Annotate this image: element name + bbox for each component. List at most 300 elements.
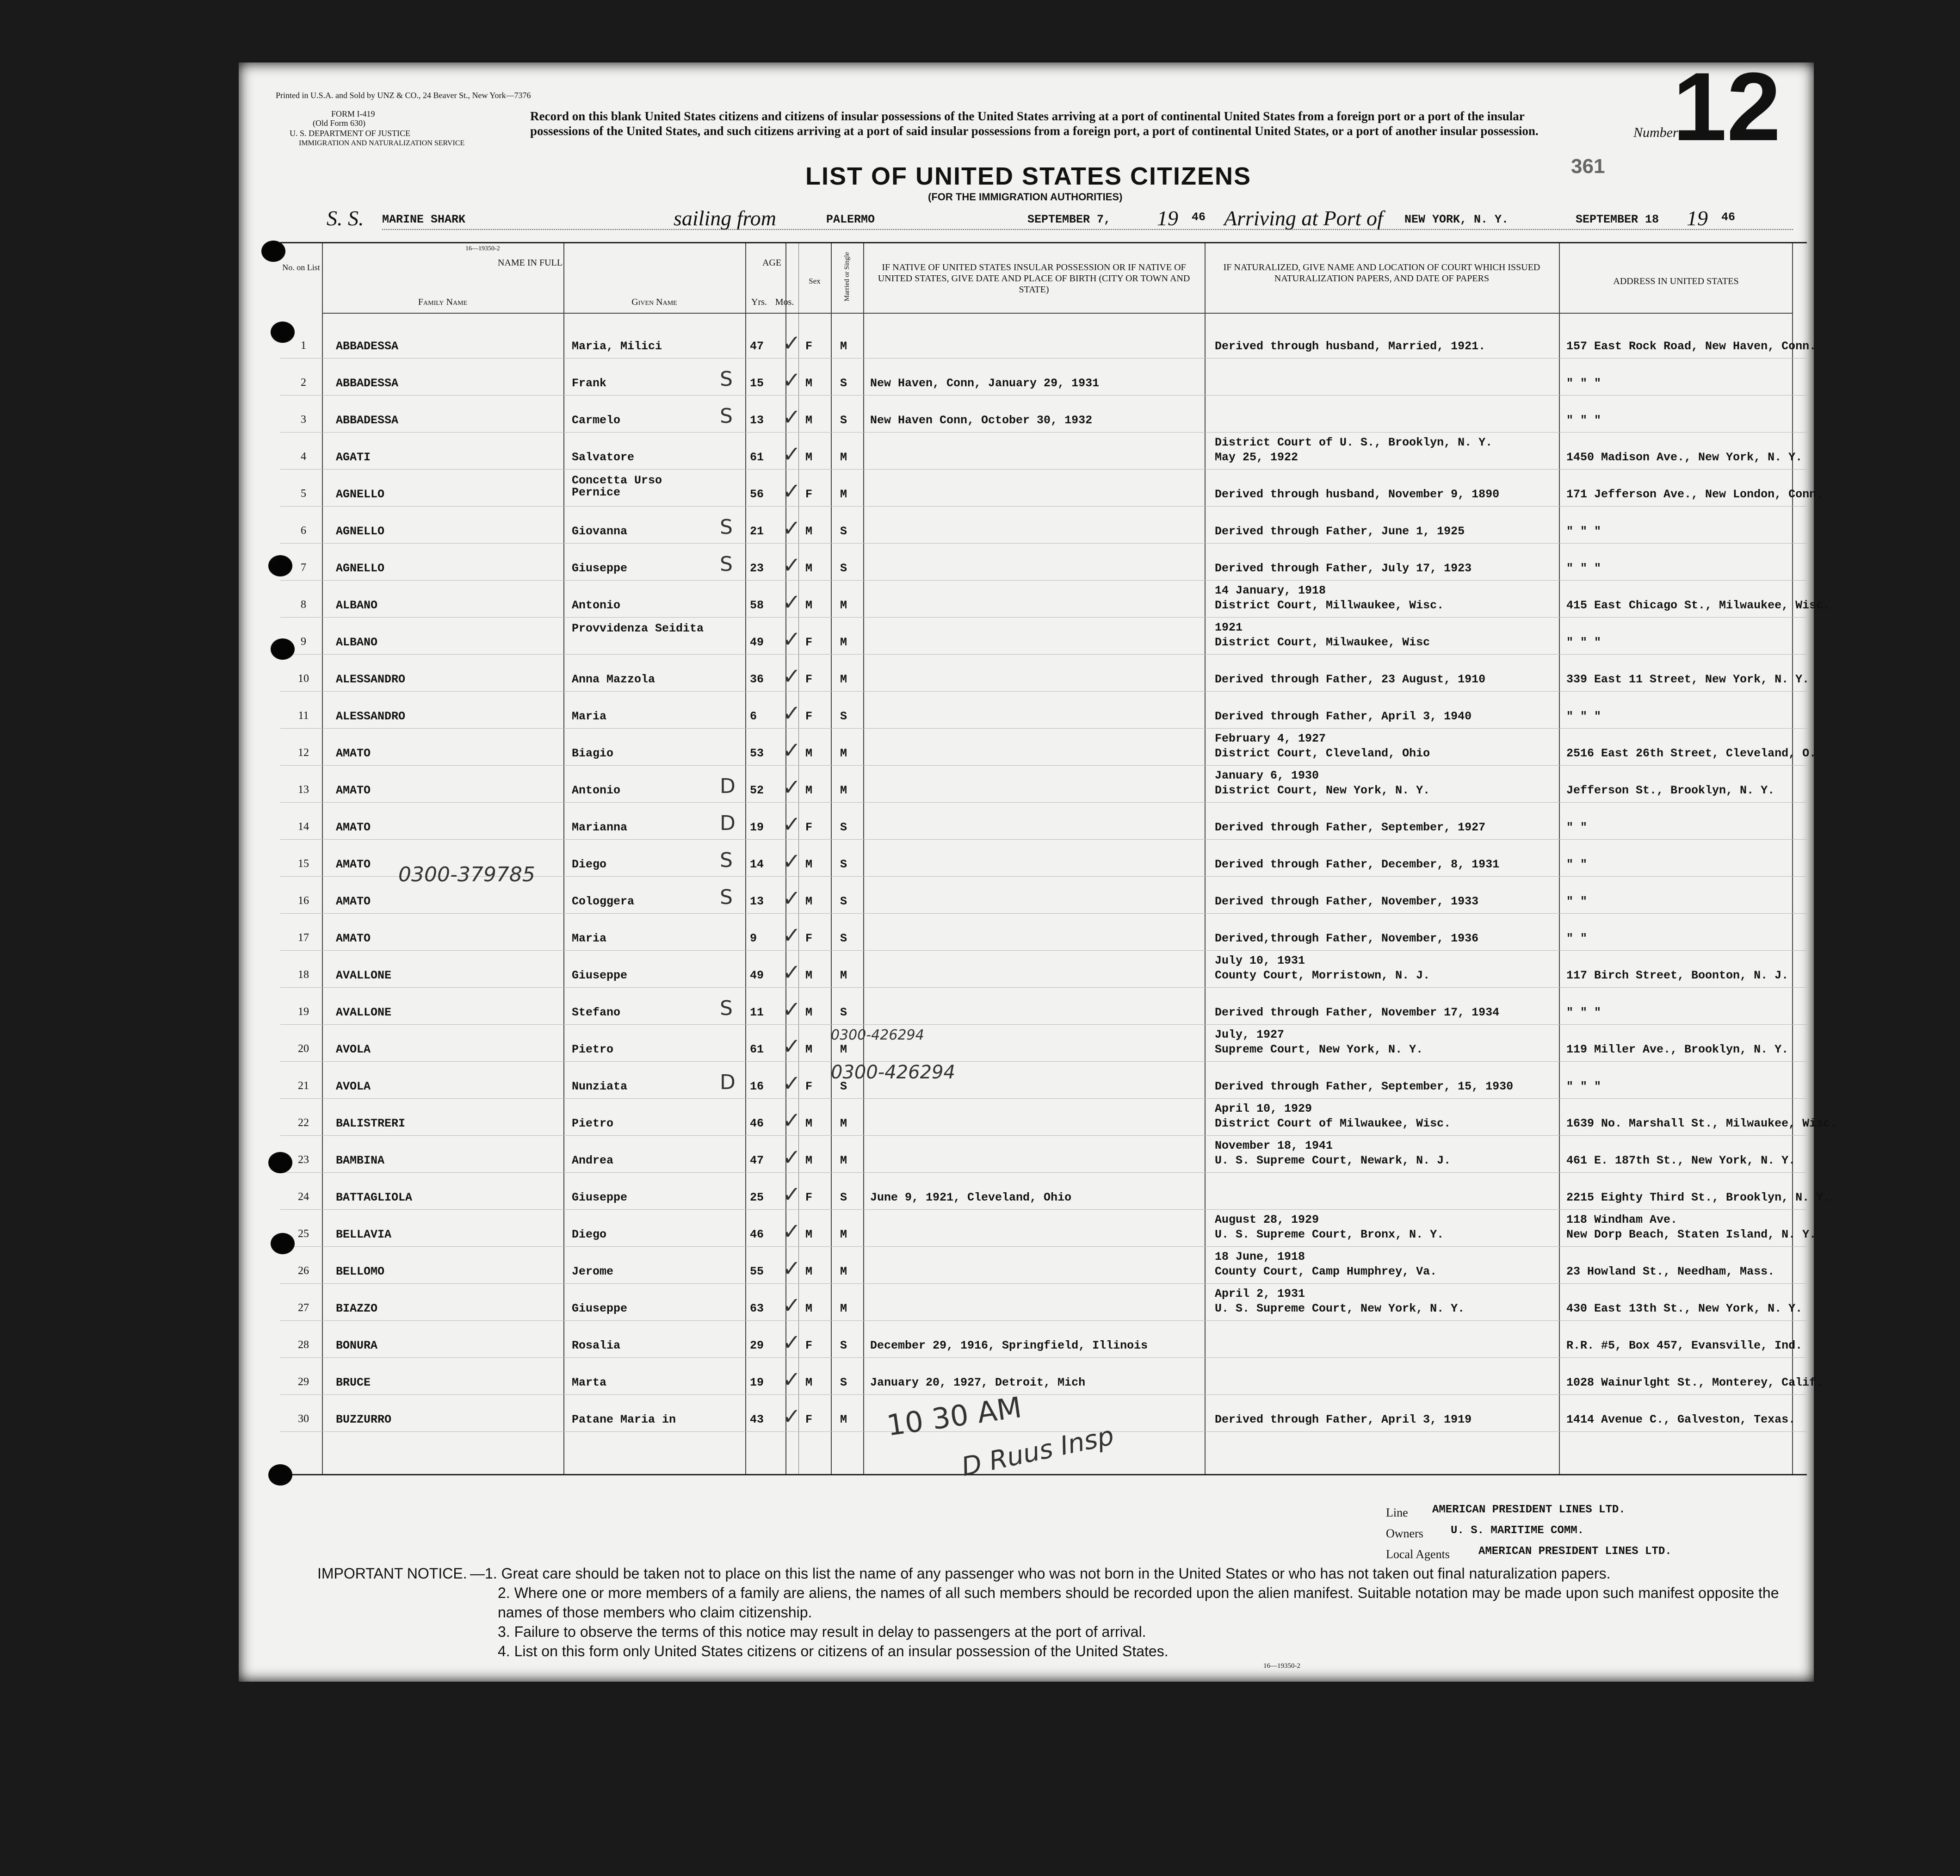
address: 430 East 13th St., New York, N. Y. [1566,1302,1803,1315]
table-row [280,1284,1807,1321]
table-row [280,1210,1817,1247]
marital-status: M [840,784,847,797]
ship-name: MARINE SHARK [382,213,466,226]
given-name: Pietro [572,1043,614,1056]
punch-hole [271,1233,295,1254]
given-name: Frank [572,377,607,390]
age: 11 [750,1006,764,1019]
marital-status: M [840,673,847,686]
naturalization: Supreme Court, New York, N. Y. [1215,1043,1423,1056]
punch-hole [271,638,295,660]
row-number: 2 [301,377,306,389]
naturalization: Derived through Father, December, 8, 1931 [1215,858,1500,871]
age: 61 [750,1043,764,1056]
table-row [280,1173,1830,1210]
family-name: AGNELLO [336,525,385,538]
table-row [280,729,1817,766]
service: IMMIGRATION AND NATURALIZATION SERVICE [299,139,465,147]
naturalization: U. S. Supreme Court, Newark, N. J. [1215,1154,1451,1167]
age: 13 [750,414,764,427]
address: " " " [1566,636,1601,649]
row-number: 4 [301,451,306,463]
age: 56 [750,488,764,501]
given-name: Maria, Milici [572,340,662,353]
given-name: Diego [572,858,607,871]
row-number: 22 [298,1117,309,1129]
handwritten-mark: S [720,848,733,872]
sex: F [805,932,813,945]
family-name: AMATO [336,895,371,908]
age: 52 [750,784,764,797]
marital-status: M [840,599,847,612]
family-name: ALESSANDRO [336,710,406,723]
departure-year: 46 [1192,211,1206,224]
col-no-on-list: No. on List [282,263,320,272]
col-address: ADDRESS IN UNITED STATES [1613,276,1739,286]
family-name: AMATO [336,747,371,760]
row-number: 24 [298,1191,309,1203]
check-mark-icon: ✓ [782,997,801,1022]
age: 47 [750,1154,764,1167]
marital-status: M [840,488,847,501]
table-row [280,1395,1807,1432]
row-number: 10 [298,673,309,685]
address: " " [1566,895,1588,908]
punch-hole [268,1464,292,1486]
naturalization-date: August 28, 1929 [1215,1213,1319,1226]
check-mark-icon: ✓ [782,626,801,652]
given-name: Antonio [572,599,621,612]
check-mark-icon: ✓ [782,1367,801,1393]
instruction-text: Record on this blank United States citizens and citizens of insular possessions of the United States arriving at a port of continental United States from a foreign port or a port of the insular possessions of the United States, and such citizens arriving at a port of said insular possessions from a foreign port, a port of continental United States, or a port of another insular possession. [530,109,1539,138]
given-name: Provvidenza Seidita [572,622,704,635]
row-number: 3 [301,414,306,426]
family-name: ALBANO [336,636,378,649]
marital-status: M [840,340,847,353]
marital-status: S [840,1376,847,1389]
row-number: 11 [298,710,309,722]
table-row [280,692,1807,729]
check-mark-icon: ✓ [782,700,801,726]
naturalization: Derived through Father, November, 1933 [1215,895,1479,908]
family-name: AGNELLO [336,488,385,501]
age: 6 [750,710,757,723]
given-name: Maria [572,932,607,945]
address-line-1: 118 Windham Ave. [1566,1213,1678,1226]
marital-status: S [840,858,847,871]
sheet-number: 12 [1673,52,1781,161]
table-row [280,1321,1807,1358]
check-mark-icon: ✓ [782,960,801,985]
manifest-page [239,52,1837,1682]
naturalization: U. S. Supreme Court, Bronx, N. Y. [1215,1228,1444,1241]
given-name: Antonio [572,784,621,797]
marital-status: M [840,1117,847,1130]
check-mark-icon: ✓ [782,552,801,578]
owners-value: U. S. MARITIME COMM. [1451,1524,1584,1537]
line-label: Line [1386,1506,1408,1519]
naturalization-date: 1921 [1215,621,1243,634]
check-mark-icon: ✓ [782,441,801,467]
age: 19 [750,1376,764,1389]
given-name: Marianna [572,821,628,834]
marital-status: S [840,821,847,834]
naturalization-date: 14 January, 1918 [1215,584,1326,597]
age: 19 [750,821,764,834]
table-row [280,1136,1807,1173]
age: 55 [750,1265,764,1278]
sex: M [805,562,813,575]
address: 1028 Wainurlght St., Monterey, Calif. [1566,1376,1824,1389]
check-mark-icon: ✓ [782,737,801,763]
check-mark-icon: ✓ [782,1034,801,1059]
row-number: 1 [301,340,306,352]
family-name: AGATI [336,451,371,464]
birthplace: New Haven Conn, October 30, 1932 [870,414,1093,427]
marital-status: M [840,636,847,649]
printer-line: Printed in U.S.A. and Sold by UNZ & CO., 24 Beaver St., New York—7376 [276,91,531,100]
sex: M [805,1154,813,1167]
check-mark-icon: ✓ [782,330,801,356]
naturalization: Derived through Father, April 3, 1940 [1215,710,1472,723]
sex: F [805,1080,813,1093]
handwritten-mark: D [720,1071,736,1094]
naturalization-date: July, 1927 [1215,1028,1285,1041]
sex: F [805,1339,813,1352]
marital-status: S [840,1339,847,1352]
row-number: 14 [298,821,309,833]
age: 49 [750,636,764,649]
check-mark-icon: ✓ [782,589,801,615]
age: 58 [750,599,764,612]
table-row [280,396,1807,433]
handwritten-row21-number: 0300-426294 [831,1062,955,1083]
table-row [280,1099,1837,1136]
handwritten-mark: S [720,552,733,576]
marital-status: M [840,1265,847,1278]
punch-hole [271,322,295,343]
given-name: Biagio [572,747,614,760]
address: 461 E. 187th St., New York, N. Y. [1566,1154,1796,1167]
ss-label: S. S. [327,206,364,230]
table-row [280,470,1824,507]
marital-status: M [840,451,847,464]
handwritten-mark: D [720,811,736,835]
address: Jefferson St., Brooklyn, N. Y. [1566,784,1775,797]
number-label: Number [1633,125,1678,140]
row-number: 25 [298,1228,309,1240]
naturalization-date: April 2, 1931 [1215,1287,1305,1300]
check-mark-icon: ✓ [782,1145,801,1170]
row-number: 21 [298,1080,309,1092]
given-name: Salvatore [572,451,635,464]
sex: F [805,1191,813,1204]
department: U. S. DEPARTMENT OF JUSTICE [290,129,410,138]
naturalization: Derived through Father, September, 1927 [1215,821,1486,834]
family-name: ABBADESSA [336,340,399,353]
address: 339 East 11 Street, New York, N. Y. [1566,673,1810,686]
sex: M [805,525,813,538]
agents-label: Local Agents [1386,1548,1450,1561]
birthplace: January 20, 1927, Detroit, Mich [870,1376,1086,1389]
row-number: 7 [301,562,306,574]
departure-year-prefix: 19 [1157,206,1178,230]
family-name: AMATO [336,784,371,797]
sex: F [805,821,813,834]
col-yrs: Yrs. [751,297,767,307]
given-name: Giovanna [572,525,628,538]
naturalization: District Court, New York, N. Y. [1215,784,1430,797]
row-number: 19 [298,1006,309,1018]
sex: M [805,1376,813,1389]
check-mark-icon: ✓ [782,478,801,504]
marital-status: S [840,377,847,390]
check-mark-icon: ✓ [782,774,801,800]
age: 29 [750,1339,764,1352]
table-row [280,951,1807,988]
stamp-number: 361 [1571,155,1605,178]
given-name: Rosalia [572,1339,621,1352]
address: 157 East Rock Road, New Haven, Conn. [1566,340,1817,353]
address: 415 East Chicago St., Milwaukee, Wisc. [1566,599,1830,612]
punch-hole [268,1152,292,1173]
birthplace: New Haven, Conn, January 29, 1931 [870,377,1100,390]
age: 46 [750,1117,764,1130]
row-number: 5 [301,488,306,500]
handwritten-mark: S [720,997,733,1020]
marital-status: S [840,525,847,538]
naturalization: District Court, Cleveland, Ohio [1215,747,1430,760]
naturalization-date: February 4, 1927 [1215,732,1326,745]
address: " " [1566,821,1588,834]
check-mark-icon: ✓ [782,1404,801,1430]
family-name: AVALLONE [336,969,392,982]
check-mark-icon: ✓ [782,404,801,430]
notice-4: 4. List on this form only United States citizens or citizens of an insular possession of the United States. [498,1643,1169,1659]
row-number: 13 [298,784,309,796]
check-mark-icon: ✓ [782,811,801,837]
handwritten-time-note: 10 30 AM [884,1390,1024,1443]
address: " " [1566,932,1588,945]
table-row [280,544,1807,581]
given-name: Diego [572,1228,607,1241]
col-given-name: Given Name [631,297,677,307]
address: 1450 Madison Ave., New York, N. Y. [1566,451,1803,464]
ss-underline [382,229,1793,230]
naturalization-date: District Court of U. S., Brooklyn, N. Y. [1215,436,1493,449]
naturalization: District Court, Milwaukee, Wisc [1215,636,1430,649]
naturalization-date: 18 June, 1918 [1215,1250,1305,1263]
form-number: FORM I-419 [331,109,375,118]
row-number: 26 [298,1265,309,1277]
sex: M [805,1043,813,1056]
handwritten-mark: S [720,515,733,539]
given-name: Giuseppe [572,562,628,575]
page-subtitle: (FOR THE IMMIGRATION AUTHORITIES) [928,191,1123,203]
check-mark-icon: ✓ [782,1108,801,1133]
col-sex: Sex [809,277,821,285]
given-name: Giuseppe [572,969,628,982]
col-age: AGE [762,258,782,268]
col-naturalized: IF NATURALIZED, GIVE NAME AND LOCATION OF COURT WHICH ISSUED NATURALIZATION PAPERS, AND DATE OF PAPERS [1223,262,1540,284]
age: 16 [750,1080,764,1093]
row-number: 6 [301,525,306,537]
age: 9 [750,932,757,945]
punch-hole [261,241,285,262]
address: " " " [1566,562,1601,575]
naturalization-date: January 6, 1930 [1215,769,1319,782]
family-name: ALESSANDRO [336,673,406,686]
given-name: Pietro [572,1117,614,1130]
family-name: BONURA [336,1339,378,1352]
age: 53 [750,747,764,760]
table-row [280,655,1810,692]
naturalization: May 25, 1922 [1215,451,1298,464]
table-row [280,1025,1807,1062]
marital-status: M [840,747,847,760]
col-name-in-full: NAME IN FULL [498,258,563,268]
age: 63 [750,1302,764,1315]
bottom-form-code: 16—19350-2 [1263,1662,1300,1670]
row-number: 30 [298,1413,309,1425]
address: 2516 East 26th Street, Cleveland, O. [1566,747,1817,760]
arrival-date: SEPTEMBER 18 [1576,213,1659,226]
family-name: BELLAVIA [336,1228,392,1241]
check-mark-icon: ✓ [782,1293,801,1319]
notice-1: —1. Great care should be taken not to place on this list the name of any passenger who was not born in the United States or who has not taken out final naturalization papers. [470,1565,1611,1582]
given-name: Maria [572,710,607,723]
check-mark-icon: ✓ [782,1256,801,1282]
col-family-name: Family Name [418,297,468,307]
family-name: AVOLA [336,1080,371,1093]
check-mark-icon: ✓ [782,923,801,948]
check-mark-icon: ✓ [782,515,801,541]
sex: M [805,784,813,797]
marital-status: M [840,1228,847,1241]
citizens-table [280,242,1837,1475]
sex: M [805,969,813,982]
family-name: BATTAGLIOLA [336,1191,413,1204]
arrival-port: NEW YORK, N. Y. [1404,213,1509,226]
given-name: Giuseppe [572,1302,628,1315]
birthplace: December 29, 1916, Springfield, Illinois [870,1339,1148,1352]
table-row [280,914,1807,951]
age: 43 [750,1413,764,1426]
given-name: Nunziata [572,1080,628,1093]
age: 25 [750,1191,764,1204]
row-number: 29 [298,1376,309,1388]
sex: M [805,1006,813,1019]
family-name: ABBADESSA [336,377,399,390]
marital-status: M [840,1154,847,1167]
address: 1414 Avenue C., Galveston, Texas. [1566,1413,1796,1426]
given-name: Stefano [572,1006,621,1019]
address: 119 Miller Ave., Brooklyn, N. Y. [1566,1043,1789,1056]
row-number: 17 [298,932,309,944]
address: " " " [1566,414,1601,427]
agents-value: AMERICAN PRESIDENT LINES LTD. [1478,1545,1672,1558]
table-row [280,433,1807,470]
family-name: BAMBINA [336,1154,385,1167]
marital-status: S [840,414,847,427]
family-name: AVOLA [336,1043,371,1056]
table-row [280,507,1807,544]
given-name: Carmelo [572,414,621,427]
age: 61 [750,451,764,464]
sex: M [805,1302,813,1315]
check-mark-icon: ✓ [782,663,801,689]
naturalization-date: July 10, 1931 [1215,954,1305,967]
address: " " [1566,858,1588,871]
check-mark-icon: ✓ [782,1182,801,1207]
arrival-year: 46 [1721,211,1736,224]
age: 14 [750,858,764,871]
row-number: 8 [301,599,306,611]
notice-2: 2. Where one or more members of a family are aliens, the names of all such members should be recorded upon the alien manifest. Suitable notation may be made upon such manifest opposite the names of those members who claim citizenship. [498,1585,1779,1621]
row-number: 18 [298,969,309,981]
table-row [280,766,1807,803]
table-row [280,1247,1807,1284]
family-name: AGNELLO [336,562,385,575]
marital-status: S [840,1080,847,1093]
family-name: AVALLONE [336,1006,392,1019]
marital-status: M [840,1302,847,1315]
family-name: BRUCE [336,1376,371,1389]
sex: F [805,1413,813,1426]
age: 49 [750,969,764,982]
given-name: Cologgera [572,895,635,908]
check-mark-icon: ✓ [782,367,801,393]
age: 36 [750,673,764,686]
age: 15 [750,377,764,390]
age: 23 [750,562,764,575]
naturalization: County Court, Morristown, N. J. [1215,969,1430,982]
address: " " " [1566,1006,1601,1019]
col-birthplace: IF NATIVE OF UNITED STATES INSULAR POSSESSION OR IF NATIVE OF UNITED STATES, GIVE DATE AND PLACE OF BIRTH (CITY OR TOWN AND STATE) [878,262,1190,295]
naturalization: District Court of Milwaukee, Wisc. [1215,1117,1451,1130]
sex: M [805,895,813,908]
sex: M [805,599,813,612]
col-married-single: Married or Single [843,252,851,302]
naturalization: Derived through Father, July 17, 1923 [1215,562,1472,575]
naturalization: Derived through Father, 23 August, 1910 [1215,673,1486,686]
col-mos: Mos. [775,297,794,307]
handwritten-row20-number: 0300-426294 [831,1027,924,1043]
check-mark-icon: ✓ [782,1071,801,1096]
table-row [280,581,1830,618]
address: " " " [1566,377,1601,390]
naturalization-date: April 10, 1929 [1215,1102,1312,1115]
table-row [280,322,1817,359]
family-name: AMATO [336,858,371,871]
marital-status: S [840,1006,847,1019]
given-name: Concetta Urso Pernice [572,474,662,499]
sex: F [805,636,813,649]
marital-status: M [840,969,847,982]
marital-status: M [840,1413,847,1426]
handwritten-mark: S [720,885,733,909]
departure-date: SEPTEMBER 7, [1027,213,1111,226]
given-name: Giuseppe [572,1191,628,1204]
table-row [280,803,1807,840]
address: 1639 No. Marshall St., Milwaukee, Wisc. [1566,1117,1837,1130]
row-number: 9 [301,636,306,648]
address: New Dorp Beach, Staten Island, N. Y. [1566,1228,1817,1241]
punch-hole [268,555,292,576]
old-form: (Old Form 630) [313,118,365,128]
handwritten-mark: S [720,367,733,391]
birthplace: June 9, 1921, Cleveland, Ohio [870,1191,1072,1204]
